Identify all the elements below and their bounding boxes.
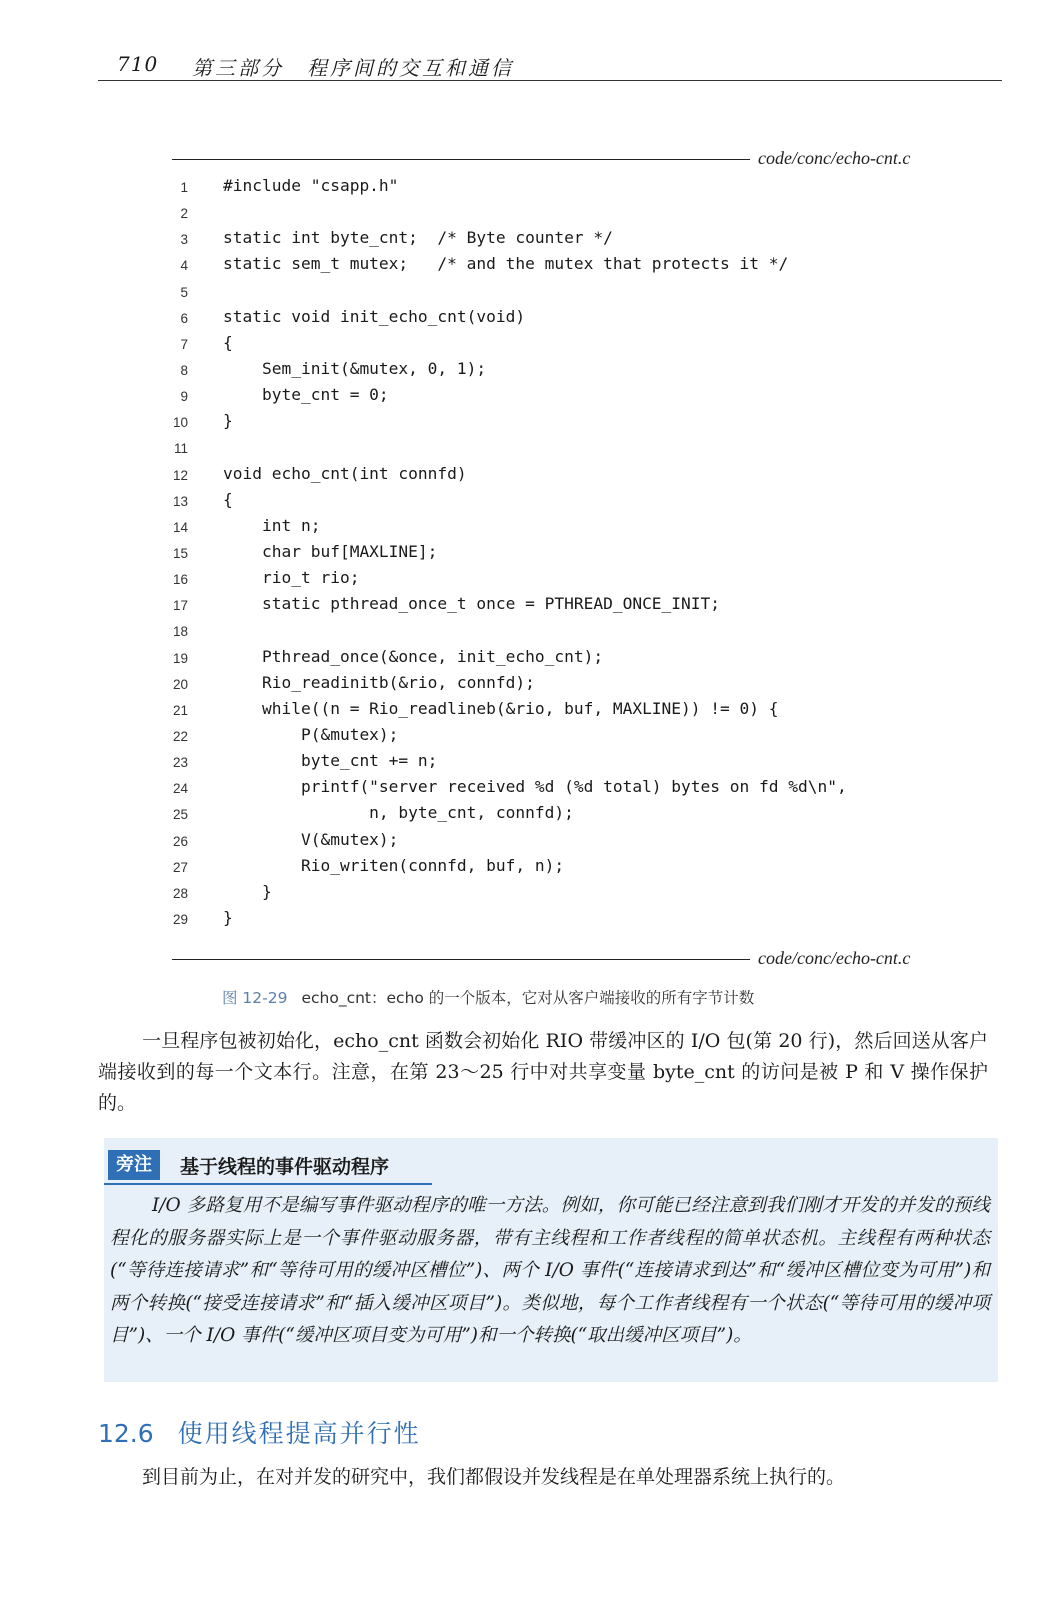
code-line [160,385,960,411]
line-number: 22 [172,728,188,744]
code-text: } [223,907,233,927]
code-line [160,673,960,699]
code-line [160,333,960,359]
line-number: 3 [180,232,188,248]
code-text: static int byte_cnt; /* Byte counter */ [223,228,613,248]
code-line [160,699,960,725]
code-text: printf("server received %d (%d total) bytes on fd %d\n", [223,777,847,797]
code-text: Sem_init(&mutex, 0, 1); [223,358,487,378]
code-line [160,542,960,568]
line-number: 19 [172,650,188,666]
code-text: static void init_echo_cnt(void) [223,306,526,326]
aside-body-text: I/O 多路复用不是编写事件驱动程序的唯一方法。例如，你可能已经注意到我们刚才开发的并发的预线程化的服务器实际上是一个事件驱动服务器，带有主线程和工作者线程的简单状态机。主线程有两种状态(“等待连接请求”和“等待可用的缓冲区槽位”)、两个 I/O 事件(“连接请求到达”和“缓冲区槽位变为可用”)和两个转换(“接受连接请求”和“插入缓冲区项目”)。类似地，每个工作者线程有一个状态(“等待可用的缓冲项目”)、一个 I/O 事件(“缓冲区项目变为可用”)和一个转换(“取出缓冲区项目”)。 [110,1195,990,1346]
code-text: P(&mutex); [223,724,399,744]
body-paragraph-2 [98,1462,988,1493]
line-number: 24 [172,781,188,797]
code-line [160,830,960,856]
code-top-rule [172,159,750,160]
code-text: byte_cnt = 0; [223,385,389,405]
code-listing [160,176,960,934]
code-text: static sem_t mutex; /* and the mutex that protects it */ [223,254,789,274]
section-title: 使用线程提高并行性 [177,1419,421,1448]
code-text: } [223,411,233,431]
line-number: 16 [172,572,188,588]
part-title: 第三部分 程序间的交互和通信 [192,56,514,80]
line-number: 17 [172,598,188,614]
code-line [160,490,960,516]
code-bottom-bar [172,948,932,970]
line-number: 20 [172,676,188,692]
aside-title-rule [104,1183,432,1185]
code-text: void echo_cnt(int connfd) [223,463,467,483]
line-number: 7 [180,336,188,352]
code-bottom-rule [172,959,750,960]
code-line [160,908,960,934]
line-number: 8 [180,362,188,378]
line-number: 4 [180,258,188,274]
page-header [112,48,1002,82]
figure-caption [222,986,942,1008]
line-number: 15 [172,545,188,561]
code-text: static pthread_once_t once = PTHREAD_ONCE_INIT; [223,594,721,614]
line-number: 12 [172,467,188,483]
section-number: 12.6 [98,1419,154,1448]
line-number: 9 [180,389,188,405]
line-number: 1 [180,180,188,195]
code-text: byte_cnt += n; [223,751,438,771]
line-number: 14 [172,519,188,535]
line-number: 13 [172,493,188,509]
line-number: 26 [172,833,188,849]
line-number: 18 [172,624,188,640]
code-line [160,228,960,254]
code-line [160,568,960,594]
code-text: rio_t rio; [223,568,360,588]
code-filename-bottom: code/conc/echo-cnt.c [758,948,911,968]
code-text: } [223,881,272,901]
code-line [160,882,960,908]
code-text: while((n = Rio_readlineb(&rio, buf, MAXLINE)) != 0) { [223,698,779,718]
code-line [160,516,960,542]
line-number: 28 [172,885,188,901]
line-number: 27 [172,859,188,875]
code-line [160,307,960,333]
code-line [160,202,960,228]
code-text: int n; [223,515,321,535]
code-top-bar [172,148,932,170]
code-text: V(&mutex); [223,829,399,849]
code-text: #include "csapp.h" [223,176,399,195]
code-text: char buf[MAXLINE]; [223,541,438,561]
code-text: { [223,332,233,352]
code-line [160,254,960,280]
figure-number: 图 12-29 [222,989,288,1007]
line-number: 6 [180,310,188,326]
code-text: n, byte_cnt, connfd); [223,803,574,823]
code-line [160,176,960,202]
code-line [160,437,960,463]
body-paragraph-2-text: 到目前为止，在对并发的研究中，我们都假设并发线程是在单处理器系统上执行的。 [142,1466,846,1488]
code-line [160,751,960,777]
section-heading [98,1414,421,1450]
line-number: 2 [180,206,188,222]
code-line [160,620,960,646]
line-number: 21 [172,702,188,718]
aside-title: 基于线程的事件驱动程序 [180,1156,390,1178]
body-paragraph-1-text: 一旦程序包被初始化，echo_cnt 函数会初始化 RIO 带缓冲区的 I/O 包(第 20 行)，然后回送从客户端接收到的每一个文本行。注意，在第 23～25 行中对共享变量 byte_cnt 的访问是被 P 和 V 操作保护的。 [98,1030,988,1114]
code-line [160,856,960,882]
code-line [160,281,960,307]
code-text: Rio_writen(connfd, buf, n); [223,855,565,875]
code-text: Pthread_once(&once, init_echo_cnt); [223,646,604,666]
code-line [160,777,960,803]
code-text: Rio_readinitb(&rio, connfd); [223,672,535,692]
code-line [160,594,960,620]
header-rule [98,80,1002,81]
code-line [160,803,960,829]
line-number: 11 [173,441,188,457]
aside-label: 旁注 [108,1150,160,1180]
aside-box [104,1138,998,1382]
body-paragraph-1 [98,1026,988,1119]
line-number: 10 [172,415,188,431]
line-number: 25 [172,807,188,823]
figure-caption-text: echo_cnt：echo 的一个版本，它对从客户端接收的所有字节计数 [301,989,755,1007]
line-number: 29 [172,911,188,927]
code-text: { [223,489,233,509]
line-number: 23 [172,755,188,771]
code-line [160,359,960,385]
code-line [160,647,960,673]
code-filename-top: code/conc/echo-cnt.c [758,148,911,168]
code-line [160,464,960,490]
line-number: 5 [180,284,188,300]
code-line [160,725,960,751]
aside-body [110,1190,990,1353]
code-line [160,411,960,437]
page-number: 710 [117,52,159,76]
